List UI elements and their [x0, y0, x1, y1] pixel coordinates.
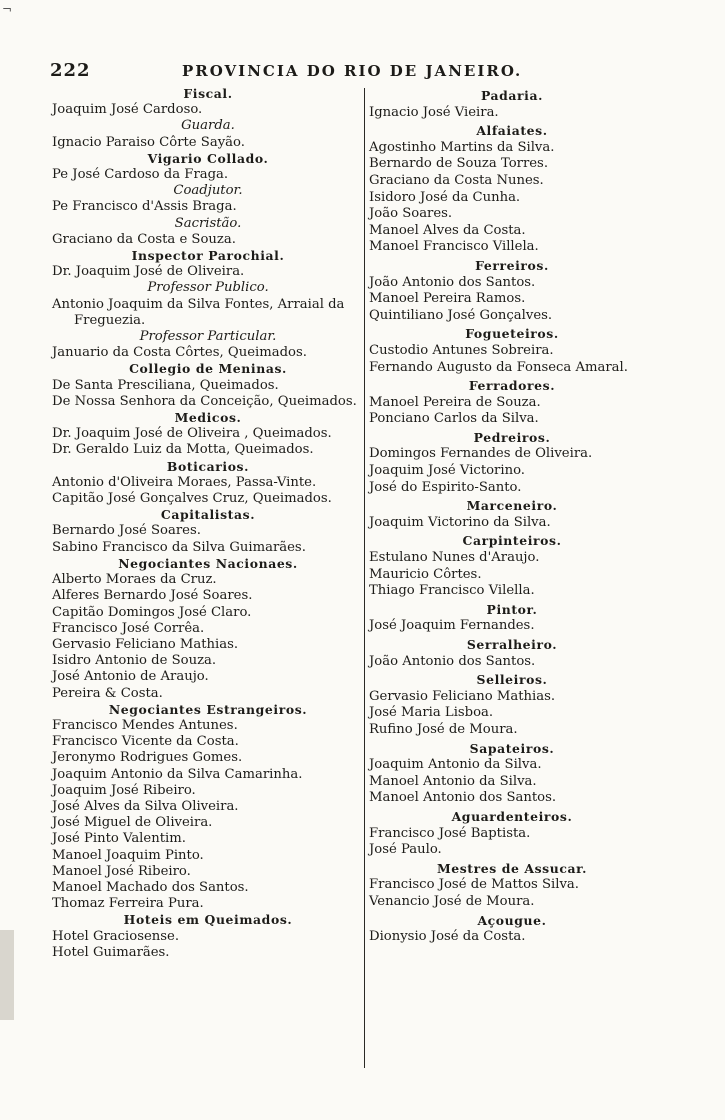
directory-entry: José do Espirito-Santo. [369, 479, 522, 495]
directory-entry: Gervasio Feliciano Mathias. [369, 688, 556, 704]
directory-entry: Sabino Francisco da Silva Guimarães. [52, 539, 306, 555]
directory-entry: Isidro Antonio de Souza. [52, 653, 217, 669]
corner-mark: ¬ [2, 2, 13, 16]
directory-entry: Dr. Joaquim José de Oliveira , Queimados. [52, 426, 332, 442]
directory-entry: Antonio d'Oliveira Moraes, Passa-Vinte. [52, 474, 317, 490]
role-subheading: Professor Particular. [139, 329, 277, 345]
directory-entry: Custodio Antunes Sobreira. [369, 342, 554, 358]
directory-entry: José Antonio de Araujo. [52, 669, 209, 685]
page-edge-shadow [0, 930, 14, 1020]
directory-entry: Pe Francisco d'Assis Braga. [52, 199, 237, 215]
directory-entry: Ponciano Carlos da Silva. [369, 411, 539, 427]
directory-entry: Gervasio Feliciano Mathias. [52, 636, 239, 652]
directory-entry: Bernardo José Soares. [52, 523, 201, 539]
directory-entry: Freguezia. [74, 312, 146, 328]
directory-entry: Joaquim Victorino da Silva. [369, 514, 551, 530]
directory-entry: Manoel Pereira de Souza. [369, 394, 541, 410]
directory-entry: Isidoro José da Cunha. [369, 189, 521, 205]
directory-entry: José Paulo. [369, 842, 442, 858]
directory-entry: Dr. Joaquim José de Oliveira. [52, 264, 245, 280]
directory-entry: Francisco José Baptista. [369, 825, 531, 841]
directory-entry: Manoel Pereira Ramos. [369, 291, 526, 307]
directory-entry: Joaquim José Victorino. [369, 463, 525, 479]
directory-entry: Graciano da Costa Nunes. [369, 172, 544, 188]
section-heading: Carpinteiros. [462, 533, 562, 549]
section-heading: Fiscal. [183, 86, 233, 101]
directory-entry: José Maria Lisboa. [369, 705, 494, 721]
page-number: 222 [50, 60, 91, 81]
directory-entry: Manoel Joaquim Pinto. [52, 847, 204, 863]
directory-entry: Hotel Graciosense. [52, 928, 180, 944]
role-subheading: Guarda. [181, 118, 235, 134]
section-heading: Alfaiates. [476, 123, 548, 139]
directory-entry: Ignacio Paraiso Côrte Sayão. [52, 134, 245, 150]
directory-entry: Januario da Costa Côrtes, Queimados. [52, 345, 307, 361]
directory-entry: Joaquim José Ribeiro. [52, 782, 196, 798]
directory-entry: Joaquim Antonio da Silva Camarinha. [52, 766, 303, 782]
directory-entry: Dionysio José da Costa. [369, 929, 526, 945]
directory-entry: Alferes Bernardo José Soares. [52, 588, 253, 604]
directory-entry: Pe José Cardoso da Fraga. [52, 167, 229, 183]
directory-entry: Alberto Moraes da Cruz. [52, 572, 217, 588]
page-header [50, 60, 560, 84]
directory-entry: Antonio Joaquim da Silva Fontes, Arraial da [52, 296, 345, 312]
directory-entry: Quintiliano José Gonçalves. [369, 307, 553, 323]
directory-entry: José Pinto Valentim. [52, 831, 186, 847]
directory-entry: Domingos Fernandes de Oliveira. [369, 446, 593, 462]
section-heading: Marceneiro. [466, 498, 558, 514]
directory-entry: José Joaquim Fernandes. [369, 618, 535, 634]
page-title: PROVINCIA DO RIO DE JANEIRO. [182, 62, 523, 80]
section-heading: Pedreiros. [473, 429, 551, 445]
directory-entry: Jeronymo Rodrigues Gomes. [52, 750, 243, 766]
section-heading: Fogueteiros. [465, 326, 559, 342]
directory-entry: Francisco José de Mattos Silva. [369, 877, 579, 893]
directory-entry: Francisco Vicente da Costa. [52, 734, 239, 750]
left-column [52, 86, 364, 961]
directory-entry: Capitão Domingos José Claro. [52, 604, 252, 620]
directory-entry: Estulano Nunes d'Araujo. [369, 550, 540, 566]
role-subheading: Professor Publico. [147, 280, 269, 296]
section-heading: Padaria. [480, 88, 544, 103]
directory-entry: João Antonio dos Santos. [369, 274, 536, 290]
section-heading: Selleiros. [476, 672, 548, 688]
directory-entry: Dr. Geraldo Luiz da Motta, Queimados. [52, 442, 314, 458]
directory-entry: Rufino José de Moura. [369, 721, 518, 737]
section-heading: Açougue. [477, 912, 547, 928]
section-heading: Capitalistas. [160, 507, 256, 523]
section-heading: Pintor. [486, 601, 538, 617]
directory-entry: Thomaz Ferreira Pura. [52, 896, 204, 912]
section-heading: Negociantes Nacionaes. [118, 555, 298, 571]
directory-entry: Pereira & Costa. [52, 685, 163, 701]
directory-entry: Joaquim José Cardoso. [52, 102, 203, 118]
directory-entry: Manoel Antonio da Silva. [369, 773, 537, 789]
directory-entry: Manoel Antonio dos Santos. [369, 790, 557, 806]
directory-entry: Capitão José Gonçalves Cruz, Queimados. [52, 491, 332, 507]
directory-entry: José Alves da Silva Oliveira. [52, 798, 239, 814]
directory-entry: Agostinho Martins da Silva. [369, 139, 555, 155]
directory-entry: Venancio José de Moura. [369, 893, 535, 909]
directory-entry: Hotel Guimarães. [52, 944, 170, 960]
directory-entry: Joaquim Antonio da Silva. [369, 757, 542, 773]
directory-entry: Manoel José Ribeiro. [52, 863, 191, 879]
section-heading: Sapateiros. [469, 740, 555, 756]
directory-entry: De Santa Presciliana, Queimados. [52, 377, 279, 393]
directory-entry: Fernando Augusto da Fonseca Amaral. [369, 359, 628, 375]
section-heading: Hoteis em Queimados. [123, 912, 293, 928]
directory-entry: Bernardo de Souza Torres. [369, 156, 549, 172]
section-heading: Negociantes Estrangeiros. [108, 701, 308, 717]
role-subheading: Sacristão. [174, 215, 242, 231]
directory-entry: Francisco José Corrêa. [52, 620, 205, 636]
directory-entry: Thiago Francisco Vilella. [369, 583, 535, 599]
directory-entry: João Soares. [369, 206, 453, 222]
directory-entry: Manoel Alves da Costa. [369, 222, 526, 238]
directory-entry: Manoel Machado dos Santos. [52, 879, 249, 895]
column-divider [364, 88, 365, 1068]
directory-entry: Mauricio Côrtes. [369, 566, 482, 582]
section-heading: Ferreiros. [475, 257, 549, 273]
section-heading: Aguardenteiros. [451, 808, 573, 824]
section-heading: Medicos. [174, 410, 242, 426]
directory-entry: José Miguel de Oliveira. [52, 815, 213, 831]
right-column [369, 86, 655, 946]
section-heading: Ferradores. [468, 378, 556, 394]
role-subheading: Coadjutor. [173, 183, 243, 199]
section-heading: Inspector Parochial. [131, 248, 285, 264]
section-heading: Mestres de Assucar. [436, 860, 588, 876]
section-heading: Collegio de Meninas. [129, 361, 287, 377]
directory-entry: Francisco Mendes Antunes. [52, 717, 238, 733]
directory-entry: Manoel Francisco Villela. [369, 239, 539, 255]
directory-entry: Ignacio José Vieira. [369, 104, 499, 120]
section-heading: Vigario Collado. [147, 150, 269, 166]
section-heading: Boticarios. [166, 458, 250, 474]
directory-entry: De Nossa Senhora da Conceição, Queimados. [52, 393, 357, 409]
directory-entry: Graciano da Costa e Souza. [52, 231, 236, 247]
directory-entry: João Antonio dos Santos. [369, 653, 536, 669]
section-heading: Serralheiro. [466, 637, 558, 652]
